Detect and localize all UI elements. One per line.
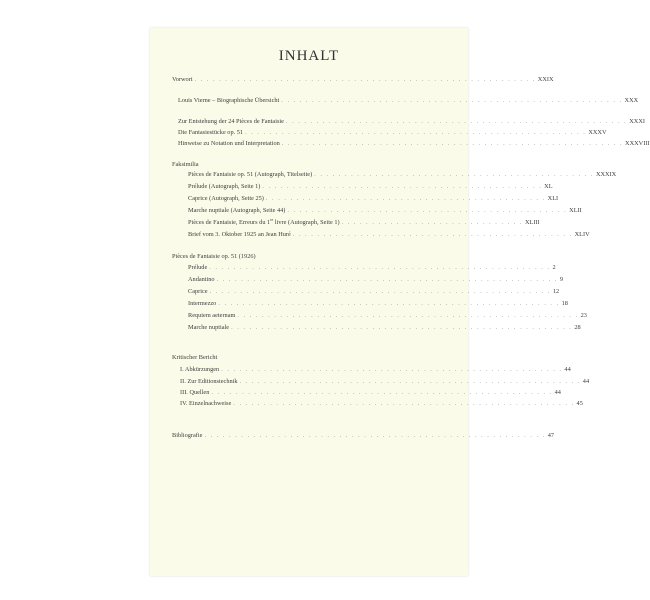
dot-leader: . . . . . . . . . . . . . . . . . . . . . . . . . . . . . . . . . . . . . . . . . . . . . . [287, 207, 568, 214]
dot-leader: . . . . . . . . . . . . . . . . . . . . . . . . . . . . . . [341, 219, 523, 226]
toc-entry-bericht [180, 378, 590, 386]
toc-label-main: Pièces de Fantaisie, Erreurs du 1 [188, 219, 271, 226]
dot-leader: . . . . . . . . . . . . . . . . . . . . . . . . . . . . . . . . . . . . . . . . . . . . . . . . . . . . . . . . [231, 324, 573, 331]
toc-entry-faksimile [188, 231, 590, 239]
toc-page: 47 [547, 432, 554, 439]
toc-label: Intermezzo [188, 300, 217, 307]
toc-label: II. Zur Editionstechnik [180, 378, 238, 385]
toc-label: Marche nuptiale (Autograph, Seite 44) [188, 207, 286, 214]
toc-label: Andantino [188, 276, 215, 283]
toc-label: Zur Entstehung der 24 Pièces de Fantaisie [178, 118, 284, 125]
dot-leader: . . . . . . . . . . . . . . . . . . . . . . . . . . . . . . . . . . . . . . . . . . . . . . . . . . . . . . . . [285, 118, 628, 125]
toc-label: Caprice (Autograph, Seite 25) [188, 195, 264, 202]
section-heading-faksimilia: Faksimilia [172, 161, 199, 168]
toc-page: XLII [569, 207, 582, 214]
toc-entry-intro [178, 118, 645, 126]
dot-leader: . . . . . . . . . . . . . . . . . . . . . . . . . . . . . . . . . . . . . . . . . . . . . . . . . . . . . . . . [211, 389, 553, 396]
toc-entry-faksimile [188, 195, 559, 203]
toc-label-rest: livre (Autograph, Seite 1) [273, 219, 340, 226]
dot-leader: . . . . . . . . . . . . . . . . . . . . . . . . . . . . . . . . . . . . . . . . . . . . . . . . . . . . . . . . [194, 76, 536, 83]
toc-entry-intro [178, 140, 650, 148]
toc-entry-intro [178, 129, 607, 137]
toc-page: 45 [576, 400, 583, 407]
dot-leader: . . . . . . . . . . . . . . . . . . . . . . . . . . . . . . . . . . . . . . . . . . . . . . . . . . . . . . . . [221, 366, 563, 373]
dot-leader: . . . . . . . . . . . . . . . . . . . . . . . . . . . . . . . . . . . . . . . . . . . . . . . . . . . . . . . . [281, 97, 623, 104]
toc-page: XL [544, 183, 553, 190]
toc-label: Prélude (Autograph, Seite 1) [188, 183, 261, 190]
toc-label: I. Abkürzungen [180, 366, 220, 373]
toc-label: Vorwort [172, 76, 193, 83]
dot-leader: . . . . . . . . . . . . . . . . . . . . . . . . . . . . . . . . . . . . . . . . . . . . . . . . . . . . . . . . [204, 432, 546, 439]
page-title: INHALT [278, 48, 340, 64]
toc-label: Die Fantasiestücke op. 51 [178, 129, 244, 136]
toc-label: Louis Vierne – Biographische Übersicht [178, 97, 280, 104]
toc-page: XXXI [629, 118, 645, 125]
toc-entry-bibliografie [172, 432, 554, 440]
section-heading-pieces: Pièces de Fantaisie op. 51 (1926) [172, 253, 256, 260]
toc-page: 9 [559, 276, 563, 283]
toc-entry-piece [188, 276, 563, 284]
toc-page: XLI [547, 195, 559, 202]
dot-leader: . . . . . . . . . . . . . . . . . . . . . . . . . . . . . . . . . . . . . . . . . . . . . . . . . . . . . . . . [245, 129, 587, 136]
dot-leader: . . . . . . . . . . . . . . . . . . . . . . . . . . . . . . . . . . . . . . . . . . . . . . [262, 183, 543, 190]
toc-page: XLIV [574, 231, 590, 238]
toc-page: 2 [552, 264, 556, 271]
toc-page: 28 [574, 324, 581, 331]
toc-label: Marche nuptiale [188, 324, 230, 331]
toc-page: 18 [561, 300, 568, 307]
toc-label: Brief vom 3. Oktober 1925 an Jean Huré [188, 231, 291, 238]
dot-leader: . . . . . . . . . . . . . . . . . . . . . . . . . . . . . . . . . . . . . . . . . . . . . . . . . . . . . . . . [281, 140, 624, 147]
dot-leader: . . . . . . . . . . . . . . . . . . . . . . . . . . . . . . . . . . . . . . . . . . . . . . [314, 171, 594, 178]
toc-page: XXX [624, 97, 639, 104]
dot-leader: . . . . . . . . . . . . . . . . . . . . . . . . . . . . . . . . . . . . . . . . . . . . . . . . . . . . . . . . [209, 288, 551, 295]
dot-leader: . . . . . . . . . . . . . . . . . . . . . . . . . . . . . . . . . . . . . . . . . . . . . . [292, 231, 573, 238]
toc-entry-piece [188, 312, 587, 320]
toc-label: IV. Einzelnachweise [180, 400, 232, 407]
toc-label: Prélude [188, 264, 208, 271]
toc-label: Hinweise zu Notation und Interpretation [178, 140, 280, 147]
dot-leader: . . . . . . . . . . . . . . . . . . . . . . . . . . . . . . . . . . . . . . . . . . . . . . [265, 195, 546, 202]
dot-leader: . . . . . . . . . . . . . . . . . . . . . . . . . . . . . . . . . . . . . . . . . . . . . . . . . . . . . . . . [209, 264, 551, 271]
toc-label-superscript: re [270, 216, 274, 222]
dot-leader: . . . . . . . . . . . . . . . . . . . . . . . . . . . . . . . . . . . . . . . . . . . . . . . . . . . . . . . . [218, 300, 560, 307]
toc-entry-faksimile [188, 183, 553, 191]
toc-label: Pièces de Fantaisie op. 51 (Autograph, Titelseite) [188, 171, 313, 178]
toc-page: 44 [582, 378, 590, 385]
toc-entry-faksimile [188, 171, 617, 179]
toc-page: XLIII [524, 219, 540, 226]
toc-page: 44 [554, 389, 561, 396]
toc-label [188, 216, 340, 227]
toc-label: Bibliografie [172, 432, 203, 439]
toc-entry-faksimile [188, 216, 540, 227]
toc-page: 44 [564, 366, 571, 373]
book-page [150, 28, 650, 576]
toc-page: 23 [580, 312, 587, 319]
toc-entry-piece [188, 288, 560, 296]
toc-entry-bericht [180, 400, 583, 408]
toc-entry-piece [188, 324, 581, 332]
toc-page: XXIX [537, 76, 554, 83]
toc-entry-bericht [180, 366, 571, 374]
toc-label: Caprice [188, 288, 208, 295]
toc-page: XXXV [588, 129, 607, 136]
dot-leader: . . . . . . . . . . . . . . . . . . . . . . . . . . . . . . . . . . . . . . . . . . . . . . . . . . . . . . . . [237, 312, 579, 319]
dot-leader: . . . . . . . . . . . . . . . . . . . . . . . . . . . . . . . . . . . . . . . . . . . . . . . . . . . . . . . . [239, 378, 581, 385]
dot-leader: . . . . . . . . . . . . . . . . . . . . . . . . . . . . . . . . . . . . . . . . . . . . . . . . . . . . . . . . [233, 400, 575, 407]
toc-page: 12 [552, 288, 560, 295]
toc-entry-piece [188, 300, 568, 308]
toc-entry-bericht [180, 389, 561, 397]
dot-leader: . . . . . . . . . . . . . . . . . . . . . . . . . . . . . . . . . . . . . . . . . . . . . . . . . . . . . . . . [216, 276, 558, 283]
section-heading-kritischer: Kritischer Bericht [172, 354, 218, 361]
toc-entry-piece [188, 264, 556, 272]
toc-page: XXXVIII [625, 140, 650, 147]
toc-entry-vorwort [172, 76, 554, 84]
toc-entry-faksimile [188, 207, 582, 215]
toc-entry-vierne [178, 97, 639, 105]
toc-label: Requiem aeternam [188, 312, 236, 319]
toc-label: III. Quellen [180, 389, 210, 396]
toc-page: XXXIX [595, 171, 617, 178]
